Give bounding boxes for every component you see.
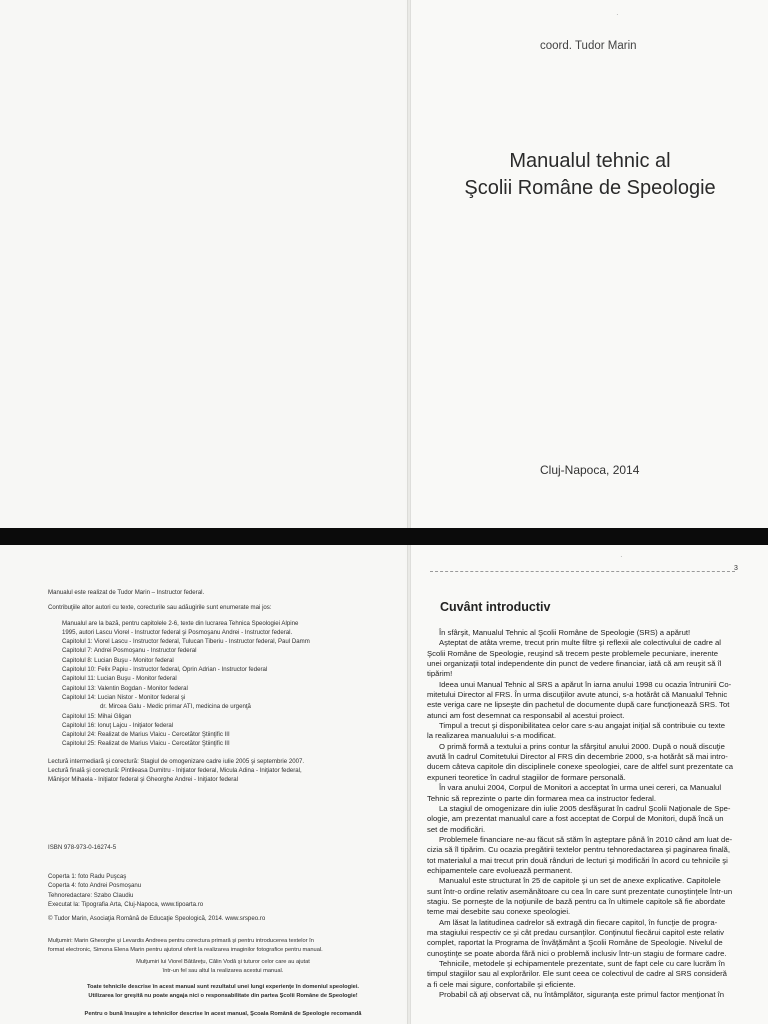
blank-left-page	[0, 0, 405, 528]
body-line: cizia să îl tipărim. Cu ocazia pregătirii textelor pentru tehnoredactarea şi paginarea finală,	[427, 845, 730, 855]
body-line: La stagiul de omogenizare din iulie 2005 desfăşurat în cadrul Şcolii Naţionale de Spe-	[439, 803, 731, 813]
body-line: În vara anului 2004, Corpul de Monitori a acceptat în urma unei cereri, ca Manualul	[439, 783, 722, 793]
body-line: stagiu. Se porneşte de la noţiunile de bază pentru ca în ultimele capitole să fie abordate	[427, 896, 726, 906]
colophon-text	[48, 588, 398, 785]
warning-line: Pentru o bună însuşire a tehnicilor descrise în acest manual, Şcoala Română de Speologie recomandă	[84, 1010, 362, 1017]
page-number: 3	[734, 565, 738, 572]
body-line: O primă formă a textului a prins contur la sfârşitul anului 2000. După o nouă discuţie	[439, 741, 725, 751]
isbn: ISBN 978-973-0-16274-5	[48, 844, 117, 851]
body-line: a fi cele mai sigure, confortabile şi eficiente.	[427, 979, 576, 989]
body-line: avută în cadrul Comitetului Director al FRS din decembrie 2000, s-a hotărât să mai intro-	[427, 752, 728, 762]
colophon-line: Manualul este realizat de Tudor Marin – Instructor federal.	[48, 589, 205, 596]
body-line: tot materialul a mai trecut prin două rânduri de lecturi şi modificări în acord cu tehnicile şi	[427, 855, 728, 865]
body-line: complet, raportat la Programa de învăţământ a Şcolii Române de Speologie. Nivelul de	[427, 938, 723, 948]
body-line: cunoştinţe se poate aborda fără nici o problemă inclusiv într-un stagiu de formare cadre.	[427, 948, 727, 958]
credit-line: Executat la: Tipografia Arta, Cluj-Napoca, www.tipoarta.ro	[48, 900, 204, 908]
contributors-list	[48, 619, 398, 749]
copyright-line: © Tudor Marin, Asociaţia Română de Educaţie Speologică, 2014. www.srspeo.ro	[48, 915, 266, 923]
body-line: Manualul este structurat în 25 de capitole şi un set de anexe explicative. Capitolele	[439, 876, 721, 886]
body-line: În sfârşit, Manualul Tehnic al Şcolii Române de Speologie (SRS) a apărut!	[439, 628, 691, 637]
body-line: Aşteptat de atâta vreme, trecut prin multe filtre şi reflexii ale colectivului de cadre al	[439, 638, 722, 648]
body-line: unei organizaţii total independente din punct de vedere financiar, iată că am reuşit să îl	[427, 659, 722, 669]
contributor-line: Capitolul 13: Valentin Bogdan - Monitor federal	[62, 684, 188, 692]
body-line: Tehnicile, metodele şi echipamentele prezentate, sunt de fapt cele cu care lucrăm în	[439, 959, 725, 968]
body-line: mitetului Director al FRS. În urma discuţiilor avute atunci, s-a hotărât că Manualul Tehnic	[427, 690, 728, 700]
body-line: teme mai desebite sau conexe speologiei.	[427, 907, 571, 917]
paper-speck: ·	[620, 552, 623, 561]
warning-line: Toate tehnicile descrise în acest manual sunt rezultatul unei lungi experienţe în domeniul speologiei.	[86, 984, 359, 991]
body-line: timpul stagiilor sau al explorărilor. Ele sunt ceea ce colectivul de cadre al SRS consideră	[427, 969, 727, 979]
place-year: Cluj-Napoca, 2014	[540, 463, 640, 477]
contributor-line: Capitolul 15: Mihai Gligan	[62, 712, 132, 720]
body-line: atunci am fost desemnat ca responsabil al acestui proiect.	[427, 710, 625, 720]
contributor-line: Capitolul 16: Ionuţ Lajcu - Iniţiator federal	[62, 721, 174, 729]
contributor-line: Capitolul 11: Lucian Buşu - Monitor federal	[62, 675, 177, 683]
header-rule	[430, 571, 735, 572]
thanks-line: format electronic, Simona Elena Marin pentru ajutorul oferit la realizarea imaginilor fotografice pentru manual.	[48, 946, 323, 953]
thanks-line: într-un fel sau altul la realizarea acestui manual.	[162, 967, 284, 974]
body-line: expuneri teoretice în cadrul stagiilor de formare personală.	[427, 772, 626, 782]
reading-line: Lectură intermediară şi corectură: Stagiul de omogenizare cadre iulie 2005 şi septembrie 2007.	[48, 757, 305, 765]
body-line: tipărim!	[427, 669, 453, 679]
warning-line: Utilizarea lor greşită nu poate angaja nici o responsabilitate din partea Şcolii Române de Speologie!	[88, 992, 358, 999]
contributor-line: Manualul are la bază, pentru capitolele 2-6, texte din lucrarea Tehnica Speologiei Alpine	[62, 619, 299, 627]
contributor-line: Capitolul 7: Andrei Posmoşanu - Instructor federal	[62, 647, 197, 655]
title-line-2: Şcolii Române de Speologie	[464, 177, 716, 199]
body-line: Tehnic să reprezinte o parte din formarea mea ca instructor federal.	[427, 793, 657, 803]
colophon-line: Contribuţiile altor autori cu texte, corecturile sau adăugirile sunt enumerate mai jos:	[48, 604, 272, 612]
body-line: sunt într-o ordine relativ asemănătoare cu cea în care sunt prezentate cunoştinţele într-un	[427, 886, 733, 896]
credit-line: Tehnoredactare: Szabo Claudiu	[48, 891, 134, 899]
section-heading: Cuvânt introductiv	[440, 600, 551, 614]
reading-line: Lectură finală şi corectură: Pintileasa Dumitru - Iniţiator federal, Micula Adina - Iniţiator federal,	[48, 767, 302, 775]
contributor-line: Capitolul 8: Lucian Buşu - Monitor federal	[62, 656, 174, 664]
intro-body	[427, 628, 757, 1000]
credits	[48, 872, 398, 923]
credit-line: Coperta 4: foto Andrei Posmoşanu	[48, 882, 142, 890]
body-line: echipamentele care evoluează permanent.	[427, 865, 573, 875]
body-line: Timpul a trecut şi disponibilitatea celor care s-au angajat iniţial să contribuie cu texte	[439, 721, 726, 731]
paper-speck: ·	[616, 10, 619, 19]
body-line: ologie, am prezentat manualul care a fost acceptat de Corpul de Monitori, după încă un	[427, 814, 724, 824]
contributor-line: 1995, autori Lascu Viorel - Instructor federal şi Posmoşanu Andrei - Instructor federal.	[62, 628, 293, 636]
reading-line: Mănişor Mihaela - Iniţiator federal şi Gheorghe Andrei - Iniţiator federal	[48, 776, 239, 784]
contributor-line: Capitolul 1: Viorel Lascu - Instructor federal, Tulucan Tiberiu - Instructor federal, Paul Damm	[62, 638, 310, 646]
body-line: ducem câteva capitole din disciplinele conexe speologiei, care de altfel sunt prezentate ca	[427, 762, 733, 772]
body-line: Probabil că aţi observat că, nu întâmplător, siguranţa este primul factor menţionat în	[439, 990, 725, 1000]
author-line: coord. Tudor Marin	[540, 40, 637, 52]
body-line: Şcolii Române de Speologie, reuşind să trecem peste problemele pecuniare, inerente	[427, 648, 719, 658]
scan-divider	[0, 528, 768, 545]
contributor-line: dr. Mircea Galu - Medic primar ATI, medicina de urgenţă	[100, 703, 251, 711]
body-line: Am lăsat la latitudinea cadrelor să extragă din fiecare capitol, în funcţie de progra-	[439, 917, 718, 927]
body-line: Ideea unui Manual Tehnic al SRS a apărut în iarna anului 1998 cu ocazia întrunirii Co-	[439, 679, 732, 689]
body-line: la realizarea manualului s-a modificat.	[427, 731, 557, 741]
body-line: ma stagiului respectiv ce şi cât predau cursanţilor. Conţinutul fiecărui capitol este relativ	[427, 927, 724, 937]
body-line: este veriga care ne lipseşte din pachetul de documente după care funcţionează SRS. Tot	[427, 700, 730, 710]
body-line: Problemele financiare ne-au făcut să stăm în aşteptare până în 2010 când am luat de-	[439, 834, 733, 844]
title-page	[411, 0, 768, 528]
contributor-line: Capitolul 14: Lucian Nistor - Monitor federal şi	[62, 693, 186, 701]
book-title	[430, 148, 750, 202]
thanks-line: Mulţumiri: Marin Gheorghe şi Levardis Andreea pentru corectura primară şi pentru introducerea textelor în	[48, 938, 314, 944]
contributor-line: Capitolul 24: Realizat de Marius Vlaicu - Cercetător Ştiinţific III	[62, 731, 230, 739]
acknowledgements	[48, 937, 398, 1018]
body-line: set de modificări.	[427, 824, 486, 834]
thanks-line: Mulţumiri lui Viorel Bătăreţu, Călin Vodă şi tuturor celor care au ajutat	[136, 959, 310, 966]
credit-line: Coperta 1: foto Radu Puşcaş	[48, 873, 127, 880]
contributor-line: Capitolul 10: Felix Papiu - Instructor federal, Oprin Adrian - Instructor federal	[62, 666, 268, 674]
title-line-1: Manualul tehnic al	[509, 150, 671, 172]
contributor-line: Capitolul 25: Realizat de Marius Vlaicu - Cercetător Ştiinţific III	[62, 740, 230, 748]
